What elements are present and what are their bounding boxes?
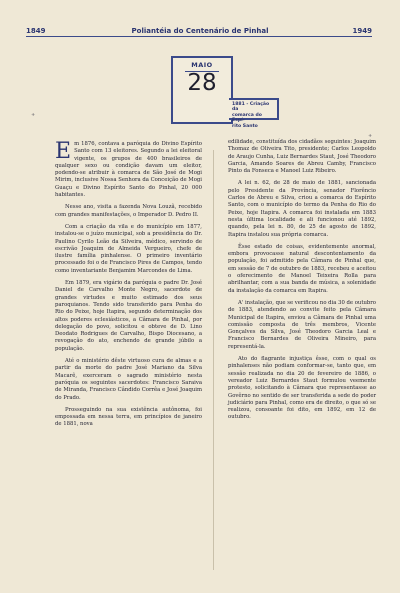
header-year-left: 1849 [26, 27, 46, 35]
event-caption-line: rito Santo [232, 123, 258, 129]
paragraph: Prosseguindo na sua existência autônoma, foi empossada em nessa terra, em princípios de janeiro de 1881, nova [55, 406, 202, 428]
date-month: MAIO [191, 61, 213, 69]
paragraph: Nesse ano, visita a fazenda Nova Louzã, recebido com grandes manifestações, o Imperador D. Pedro II. [55, 204, 202, 218]
paragraph: Em 1879, era vigário da paróquia o padre Dr. José Daniel de Carvalho Monte Negro, sacerdote de grandes virtudes e muito estimado dos seus paroquianos. Tendo sido transferido para Penha do Rio do Peixe, hoje Itapira, segundo determinação dos altos poderes eclesiásticos, a Câmara de Pinhal, por delegação do povo, solicitou e obteve de D. Lino Deodato Rodrigues de Carvalho, Bispo Diocesano, a revogação do ato, enchendo de grande júbilo a população. [55, 280, 202, 352]
event-caption-line: 1881 - Criação da [232, 102, 270, 113]
date-box [171, 56, 233, 124]
paragraph [55, 141, 202, 199]
paragraph: Êsse estado de coisas, evidentemente anormal, embora provocasse natural descontentamento da população, foi admitido pela Câmara de Pinhal que, em sessão de 7 de outubro de 1883, recebeu e aceitou o oferecimento de Manoel Teixeira Rolla para abrilhantar, com a sua banda de música, a solenidade da instalação da comarca em Itapira. [228, 243, 376, 294]
margin-mark-left: + [31, 112, 36, 118]
paragraph: Ato do flagrante injustiça êsse, com o qual os pinhalenses não podiam conformar-se, tanto que, em sessão realizada no dia 20 de fevereiro de 1886, o vereador Luiz Bernardes Staut formulou veemente protesto, solicitando à Câmara que representasse ao Govêrno no sentido de ser transferida a sede do poder judiciário para Pinhal, como era de direito, o que só se realizou, consoante foi dito, em 1892, em 12 de outubro. [228, 356, 376, 421]
paragraph: Com a criação da vila e do município em 1877, instalou-se o juízo municipal, sob a presidência do Dr. Paulino Cyrilo Leão da Silveira, médico, servindo de escrivão Joaquim de Almeida Vergueiro, chefe de ilustre família pinhalense. O primeiro inventário processado foi o de Francisco Pires de Campos, tendo como inventariante Benjamim Marcondes de Lima. [55, 223, 202, 274]
paragraph-text: m 1876, contava a paróquia do Divino Espírito Santo com 13 eleitores. Segundo a lei eleitoral vigente, os grupos de 400 brasileiros de qualquer sexo ou condição davam um eleitor, podendo-se atribuir à comarca de São José de Mogi Mirim, inclusive Nossa Senhora da Conceição de Mogi Guaçu e Divino Espírito Santo do Pinhal, 20 000 habitantes. [55, 141, 202, 199]
column-divider [213, 150, 214, 570]
date-day: 28 [187, 70, 217, 96]
event-caption-line: comarca do Espí- [232, 112, 262, 124]
header-rule [26, 36, 372, 37]
header-year-right: 1949 [352, 27, 372, 35]
event-caption-box [229, 98, 279, 129]
paragraph: A' instalação, que se verificou no dia 30 de outubro de 1883, atendendo ao convite feito pela Câmara Municipal de Itapira, enviou a Câmara de Pinhal uma comissão composta de três membros, Vicente Gonçalves da Silva, José Theodoro Garcia Leal e Francisco Bernardes de Oliveira Mineiro, para representá-la. [228, 299, 376, 350]
left-column [55, 141, 202, 434]
paragraph: edilidade, constituída dos cidadãos seguintes: Joaquim Thomaz de Oliveira Tito, presidente; Carlos Leopoldo de Araujo Cunha, Luiz Bernardes Staut, José Theodoro Garcia, Amando Soares de Abreu Camby, Francisco Pinto da Fonseca e Manoel Luiz Ribeiro. [228, 139, 376, 175]
paragraph: Até o ministério dêste virtuoso cura de almas e a partir da morte do padre José Mariano da Silva Macarê, exerceram o sagrado ministério nesta paróquia os seguintes sacerdotes: Francisco Saraiva de Miranda, Francisco Cândido Corrêa e José Joaquim do Prado. [55, 358, 202, 401]
margin-mark-right: + [368, 133, 373, 139]
right-column [228, 139, 376, 427]
paragraph: A lei n. 62, de 28 de maio de 1881, sancionada pelo Presidente da Província, senador Florêncio Carlos de Abreu e Silva, criou a comarca do Espírito Santo, com o município do termo da Penha do Rio do Peixe, hoje Itapira. A comarca foi instalada em 1883 nesta última localidade e ali funcionou até 1892, quando, pela lei n. 80, de 25 de agosto de 1892, Itapira instalou sua própria comarca. [228, 180, 376, 238]
header-title: Poliantéia do Centenário de Pinhal [131, 27, 269, 35]
drop-cap: E [55, 139, 72, 164]
